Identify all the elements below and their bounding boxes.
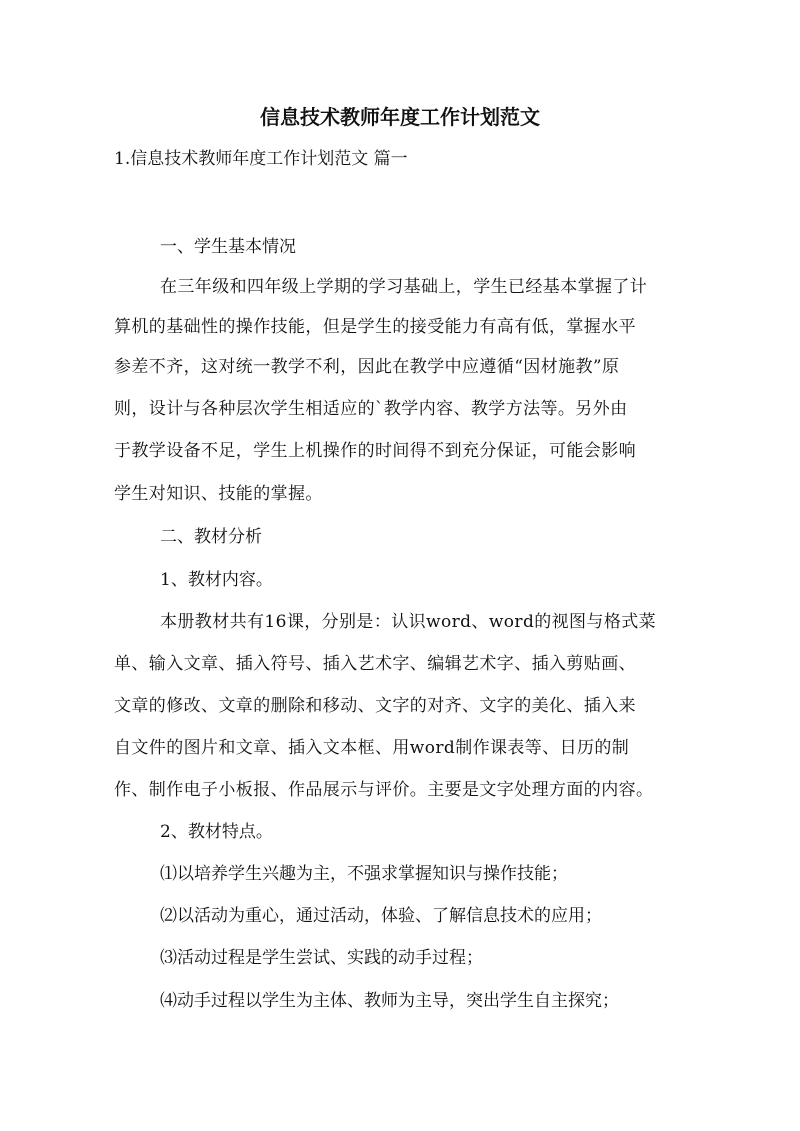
paragraph-line: 算机的基础性的操作技能，但是学生的接受能力有高有低，掌握水平 — [114, 317, 636, 337]
section-heading-student-situation: 一、学生基本情况 — [160, 237, 296, 257]
paragraph-line: 单、输入文章、插入符号、插入艺术字、编辑艺术字、插入剪贴画、 — [114, 654, 636, 674]
feature-item: ⑵以活动为重心，通过活动，体验、了解信息技术的应用； — [160, 906, 602, 926]
document-title: 信息技术教师年度工作计划范文 — [260, 105, 540, 129]
paragraph-line: 文章的修改、文章的删除和移动、文字的对齐、文字的美化、插入来 — [114, 696, 636, 716]
document-subtitle: 1.信息技术教师年度工作计划范文 篇一 — [114, 149, 408, 169]
paragraph-line: 参差不齐，这对统一教学不利，因此在教学中应遵循“因材施教”原 — [114, 357, 620, 377]
feature-item: ⑶活动过程是学生尝试、实践的动手过程； — [160, 948, 483, 968]
feature-item: ⑷动手过程以学生为主体、教师为主导，突出学生自主探究； — [160, 991, 619, 1011]
subheading-textbook-features: 2、教材特点。 — [160, 822, 273, 842]
section-heading-textbook-analysis: 二、教材分析 — [160, 527, 262, 547]
paragraph-line: 则，设计与各种层次学生相适应的`教学内容、教学方法等。另外由 — [114, 399, 628, 419]
paragraph-line: 于教学设备不足，学生上机操作的时间得不到充分保证，可能会影响 — [114, 441, 636, 461]
paragraph-line: 自文件的图片和文章、插入文本框、用word制作课表等、日历的制 — [114, 738, 630, 758]
paragraph-line: 在三年级和四年级上学期的学习基础上，学生已经基本掌握了计 — [160, 277, 648, 297]
paragraph-line: 本册教材共有16课，分别是：认识word、word的视图与格式菜 — [160, 612, 657, 632]
paragraph-line: 作、制作电子小板报、作品展示与评价。主要是文字处理方面的内容。 — [114, 780, 654, 800]
feature-item: ⑴以培养学生兴趣为主，不强求掌握知识与操作技能； — [160, 864, 568, 884]
paragraph-line: 学生对知识、技能的掌握。 — [114, 484, 323, 504]
subheading-textbook-content: 1、教材内容。 — [160, 570, 273, 590]
